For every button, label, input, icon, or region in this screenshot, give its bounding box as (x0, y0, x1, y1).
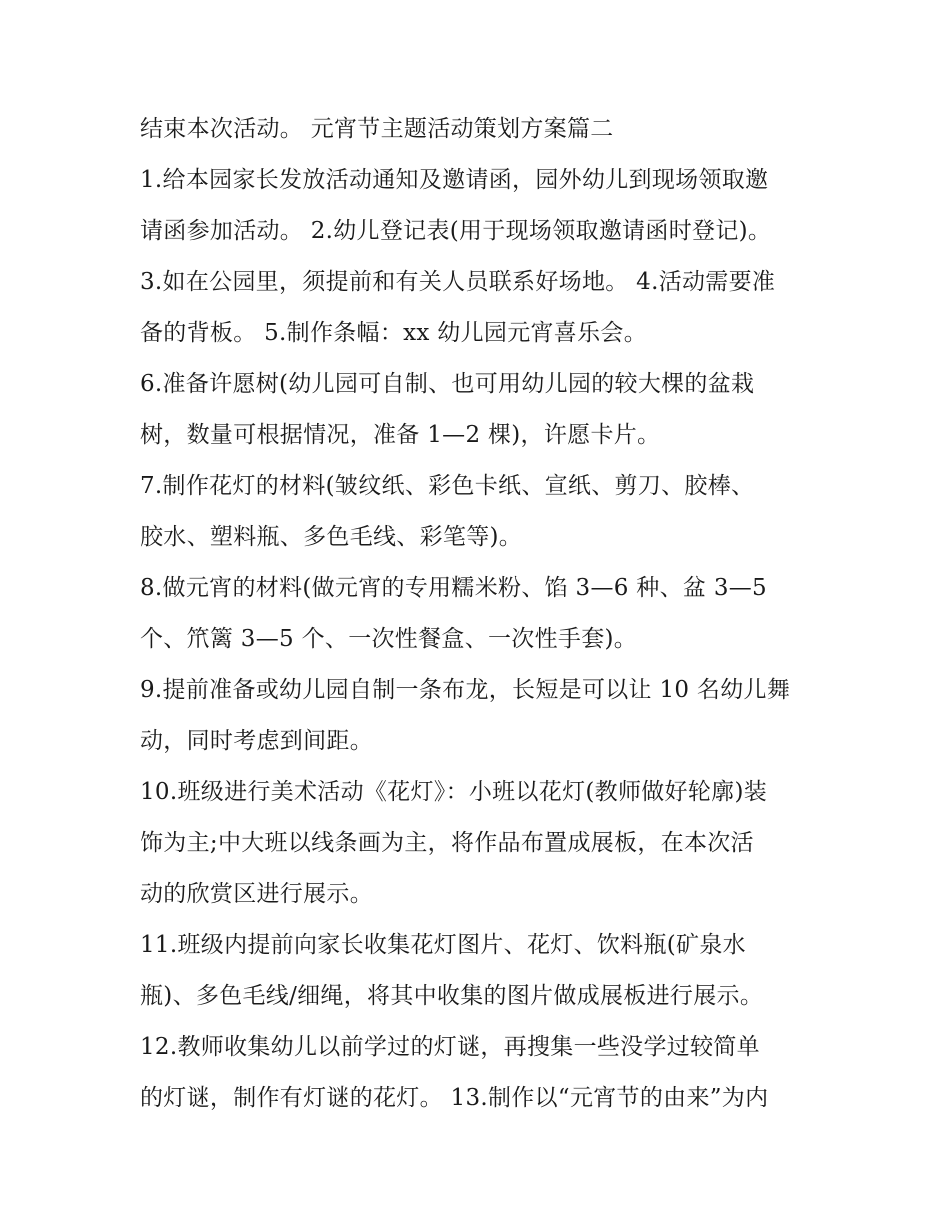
text-line-7: 树，数量可根据情况，准备 1—2 棵)，许愿卡片。 (140, 422, 661, 448)
text-line-15: 饰为主;中大班以线条画为主，将作品布置成展板，在本次活 (140, 830, 754, 856)
text-line-13: 动，同时考虑到间距。 (140, 728, 373, 754)
text-line-17: 11.班级内提前向家长收集花灯图片、花灯、饮料瓶(矿泉水 (140, 932, 746, 958)
text-line-10: 8.做元宵的材料(做元宵的专用糯米粉、馅 3—6 种、盆 3—5 (140, 575, 767, 601)
text-line-20: 的灯谜，制作有灯谜的花灯。 13.制作以“元宵节的由来”为内 (140, 1085, 769, 1111)
text-line-14: 10.班级进行美术活动《花灯》：小班以花灯(教师做好轮廓)装 (140, 779, 768, 805)
text-line-18: 瓶)、多色毛线/细绳，将其中收集的图片做成展板进行展示。 (140, 983, 764, 1009)
text-line-6: 6.准备许愿树(幼儿园可自制、也可用幼儿园的较大棵的盆栽 (140, 371, 755, 397)
text-line-8: 7.制作花灯的材料(皱纹纸、彩色卡纸、宣纸、剪刀、胶棒、 (140, 473, 755, 499)
document-body (140, 107, 820, 1127)
text-line-5: 备的背板。 5.制作条幅：xx 幼儿园元宵喜乐会。 (140, 320, 648, 346)
text-line-12: 9.提前准备或幼儿园自制一条布龙，长短是可以让 10 名幼儿舞 (140, 677, 791, 703)
text-line-16: 动的欣赏区进行展示。 (140, 881, 373, 907)
text-line-11: 个、笊篱 3—5 个、一次性餐盒、一次性手套)。 (140, 626, 638, 652)
text-line-2: 1.给本园家长发放活动通知及邀请函，园外幼儿到现场领取邀 (140, 167, 769, 193)
text-line-3: 请函参加活动。 2.幼儿登记表(用于现场领取邀请函时登记)。 (140, 218, 772, 244)
text-line-19: 12.教师收集幼儿以前学过的灯谜，再搜集一些没学过较简单 (140, 1034, 760, 1060)
text-line-9: 胶水、塑料瓶、多色毛线、彩笔等)。 (140, 524, 523, 550)
text-line-1: 结束本次活动。 元宵节主题活动策划方案篇二 (140, 116, 614, 142)
text-line-4: 3.如在公园里，须提前和有关人员联系好场地。 4.活动需要准 (140, 269, 776, 295)
